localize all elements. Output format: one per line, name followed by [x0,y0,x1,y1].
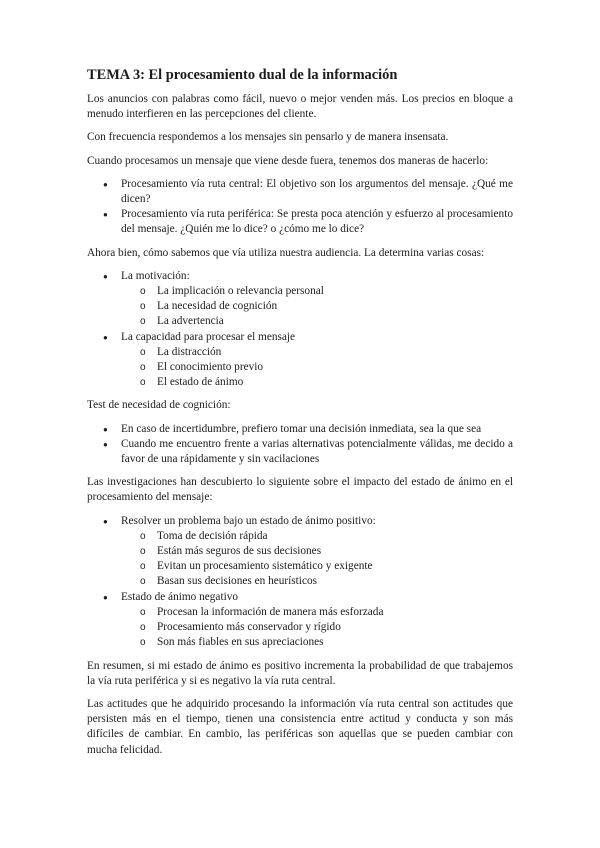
paragraph-attitudes: Las actitudes que he adquirido procesando la información vía ruta central son actitudes que persisten más en el tiempo, tienen una consistencia entre actitud y conducta y son más difíciles de cambiar. En cambio, las periféricas son aquellas que se pueden cambiar con mucha felicidad. [87,697,513,756]
list-item-peripheral-route: ● Procesamiento vía ruta periférica: Se presta poca atención y esfuerzo al procesamiento del mensaje. ¿Quién me lo dice? o ¿cómo me lo dice? [87,207,513,237]
list-item-label: La motivación: [121,269,190,282]
list-item-negative-mood [87,590,513,651]
sublist-item: o Toma de decisión rápida [87,529,513,544]
sublist [121,345,513,391]
paragraph-test: Test de necesidad de cognición: [87,399,231,412]
paragraph-two-ways: Cuando procesamos un mensaje que viene desde fuera, tenemos dos maneras de hacerlo: [87,154,489,167]
list-item-label: La capacidad para procesar el mensaje [121,330,296,343]
sublist-item: o Procesan la información de manera más esforzada [87,605,513,620]
list-item-motivation [87,269,513,330]
list-item-central-route: ● Procesamiento vía ruta central: El objetivo son los argumentos del mensaje. ¿Qué me dicen? [87,177,513,207]
list-item-label: Estado de ánimo negativo [121,590,239,603]
paragraph-response: Con frecuencia respondemos a los mensajes sin pensarlo y de manera insensata. [87,131,449,144]
sublist [121,605,513,651]
list-item-label: Resolver un problema bajo un estado de ánimo positivo: [121,514,376,527]
sublist-item: o Evitan un procesamiento sistemático y exigente [87,559,513,574]
sublist-item: o La necesidad de cognición [87,299,513,314]
sublist-item: o La advertencia [87,314,513,329]
page-title: TEMA 3: El procesamiento dual de la información [87,67,398,83]
sublist-item: o Basan sus decisiones en heurísticos [87,574,513,589]
sublist-item: o Son más fiables en sus apreciaciones [87,635,513,650]
paragraph-research: Las investigaciones han descubierto lo siguiente sobre el impacto del estado de ánimo en el procesamiento del mensaje: [87,476,513,504]
list-item-test: ● En caso de incertidumbre, prefiero tomar una decisión inmediata, sea la que sea [87,422,513,437]
list-item-test: ● Cuando me encuentro frente a varias alternativas potencialmente válidas, me decido a favor de una rápidamente y sin vacilaciones [87,437,513,467]
sublist-item: o El conocimiento previo [87,360,513,375]
sublist-item: o El estado de ánimo [87,375,513,390]
paragraph-summary: En resumen, si mi estado de ánimo es positivo incrementa la probabilidad de que trabajemos la vía ruta periférica y si es negativo la vía ruta central. [87,659,513,687]
sublist [121,529,513,590]
sublist-item: o La distracción [87,345,513,360]
factors-list [87,269,513,391]
sublist [121,284,513,330]
mood-list [87,514,513,651]
sublist-item: o La implicación o relevancia personal [87,284,513,299]
sublist-item: o Están más seguros de sus decisiones [87,544,513,559]
paragraph-intro: Los anuncios con palabras como fácil, nuevo o mejor venden más. Los precios en bloque a menudo interfieren en las percepciones del cliente. [87,93,513,121]
test-list [87,422,513,468]
paragraph-audience: Ahora bien, cómo sabemos que vía utiliza nuestra audiencia. La determina varias cosas: [87,246,485,259]
sublist-item: o Procesamiento más conservador y rígido [87,620,513,635]
list-item-capacity [87,330,513,391]
routes-list [87,177,513,238]
list-item-positive-mood [87,514,513,590]
